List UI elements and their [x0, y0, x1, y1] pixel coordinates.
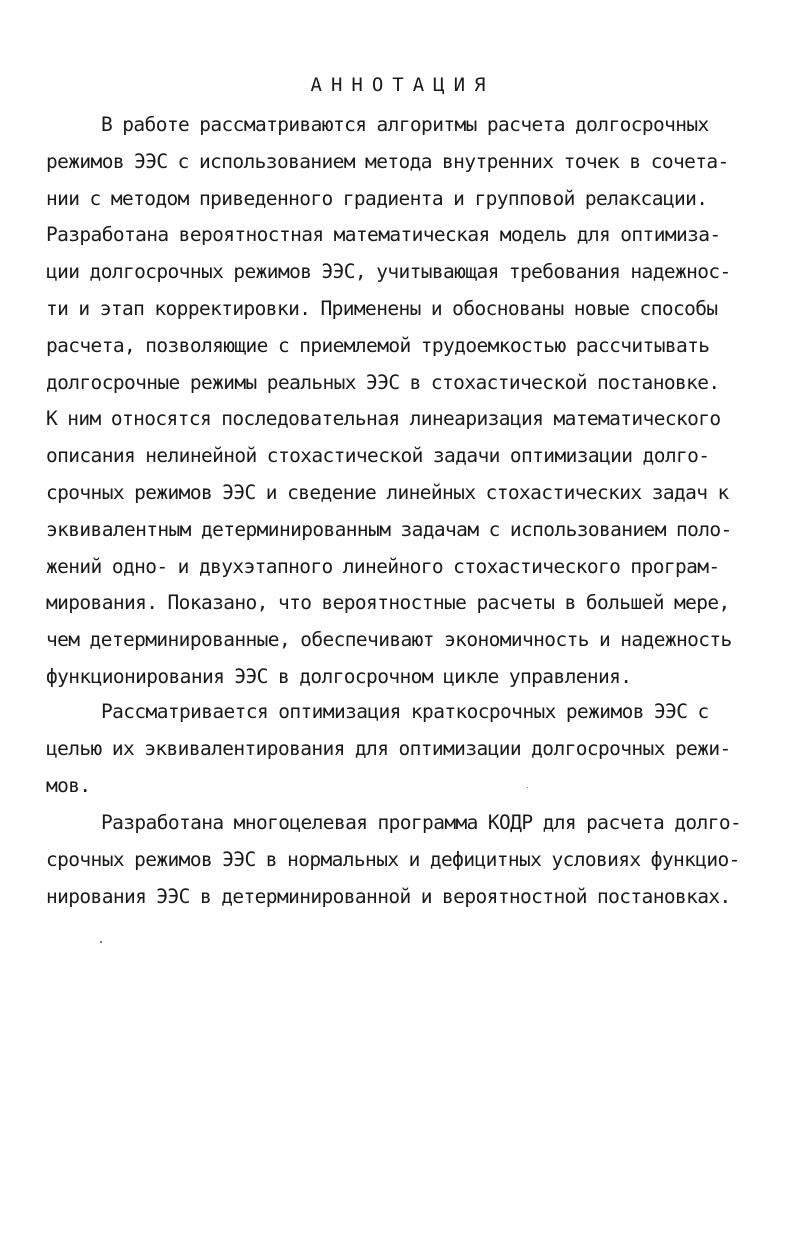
text-line: срочных режимов ЭЭС и сведение линейных стохастических задач к	[46, 480, 729, 504]
text-line: эквивалентным детерминированным задачам с использованием поло-	[46, 517, 732, 541]
text-line: расчета, позволяющие с приемлемой трудоемкостью рассчитывать	[46, 333, 710, 357]
paragraph-3	[46, 805, 754, 915]
text-line: функционирования ЭЭС в долгосрочном цикле управления.	[46, 664, 632, 688]
text-line: Разработана вероятностная математическая модель для оптимиза-	[46, 223, 721, 247]
scan-speck	[527, 787, 528, 788]
text-line: В работе рассматриваются алгоритмы расчета долгосрочных	[101, 113, 709, 136]
scan-speck	[100, 941, 102, 943]
text-line: Рассматривается оптимизация краткосрочных режимов ЭЭС с	[101, 700, 709, 723]
text-line: К ним относятся последовательная линеаризация математического	[46, 407, 721, 431]
page-title: АННОТАЦИЯ	[310, 74, 495, 96]
text-line: Разработана многоцелевая программа КОДР для расчета долго-	[101, 811, 742, 834]
text-line: нии с методом приведенного градиента и групповой релаксации.	[46, 186, 708, 210]
text-line: ти и этап корректировки. Применены и обоснованы новые способы	[46, 296, 718, 320]
text-line: чем детерминированные, обеспечивают экономичность и надежность	[46, 628, 732, 652]
paragraph-1	[46, 107, 754, 696]
text-line: жений одно- и двухэтапного линейного стохастического програм-	[46, 554, 720, 578]
text-line: описания нелинейной стохастической задачи оптимизации долго-	[46, 444, 710, 468]
text-line: нирования ЭЭС в детерминированной и вероятностной постановках.	[46, 884, 731, 908]
text-line: долгосрочные режимы реальных ЭЭС в стохастической постановке.	[46, 370, 720, 394]
text-line: мов.	[46, 773, 91, 797]
text-line: режимов ЭЭС с использованием метода внутренних точек в сочета-	[46, 149, 729, 173]
text-line: мирования. Показано, что вероятностные расчеты в большей мере,	[46, 591, 730, 615]
text-line: ции долгосрочных режимов ЭЭС, учитывающая требования надежнос-	[46, 260, 731, 284]
text-line: срочных режимов ЭЭС в нормальных и дефицитных условиях функцио-	[46, 847, 740, 871]
paragraph-2	[46, 694, 754, 804]
text-line: целью их эквивалентирования для оптимизации долгосрочных режи-	[46, 736, 731, 760]
